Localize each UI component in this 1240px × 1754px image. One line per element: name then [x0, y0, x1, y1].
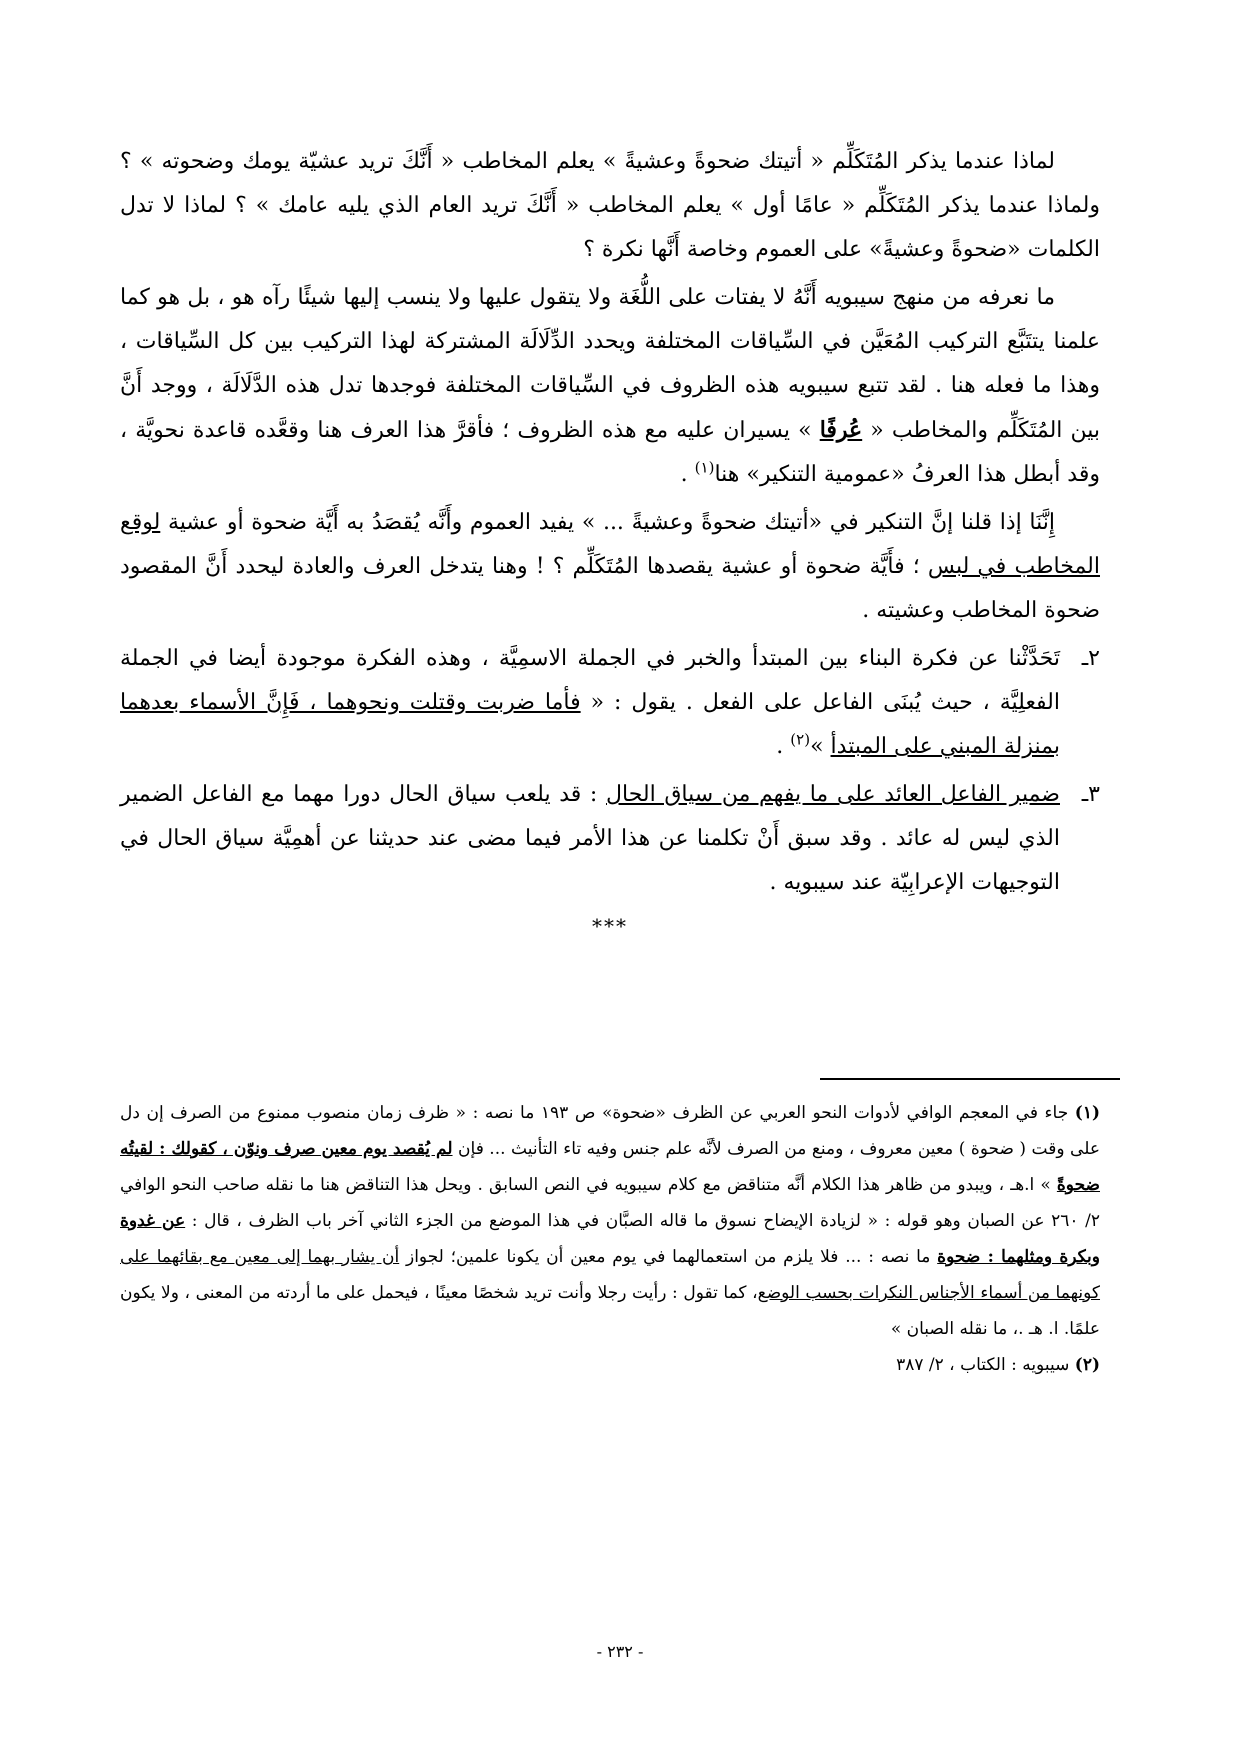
paragraph-1-text: لماذا عندما يذكر المُتَكَلِّم « أتيتك ضحوةً وعشيةً » يعلم المخاطب « أَنَّكَ تريد عشيّة يومك وضحوته » ؟ ولماذا عندما يذكر المُتَكَلِّم « عامًا أول » يعلم المخاطب « أَنَّكَ تريد العام الذي يليه عامك » ؟ لماذا لا تدل الكلمات «ضحوةً وعشيةً» على العموم وخاصة أَنَّها نكرة ؟ — [120, 149, 1100, 262]
list-item-3-body: : قد يلعب سياق الحال دورا مهما مع الفاعل الضمير الذي ليس له عائد . وقد سبق أَنْ تكلمنا عن هذا الأمر فيما مضى عند حديثنا عن أهمِيَّة سياق الحال في التوجيهات الإعرابِيّة عند سيبويه . — [120, 782, 1060, 895]
page-number: - ٢٣٢ - — [596, 1642, 644, 1661]
list-item-2 — [120, 637, 1100, 769]
main-text — [120, 140, 1100, 941]
list-item-2-text-1: تَحَدَّثْنا عن فكرة البناء بين المبتدأ والخبر في الجملة الاسمِيَّة ، وهذه الفكرة موجودة أيضا في الجملة الفعلِيَّة ، حيث يُبنَى الفاعل على الفعل . يقول : « — [120, 646, 1060, 715]
list-item-2-text — [120, 637, 1060, 769]
list-item-2-underlined: فأما ضربت وقتلت ونحوهما ، فَإِنَّ الأسماء بعدهما بمنزلة المبني على المبتدأ — [120, 690, 1060, 759]
paragraph-2-text-2: » يسيران عليه مع هذه الظروف ؛ فأقرَّ هذا العرف هنا وقعَّده قاعدة نحويَّة ، وقد أبطل هذا العرفُ «عمومية التنكير» هنا — [120, 418, 1100, 487]
footnote-2 — [120, 1347, 1100, 1383]
footnote-1-bold-underlined-1: لم يُقصد يوم معين صرف ونوّن ، كقولك : لقيتُه ضحوةً — [120, 1139, 1100, 1195]
footnote-1-text-1: جاء في المعجم الوافي لأدوات النحو العربي عن الظرف «ضحوة» ص ١٩٣ ما نصه : « ظرف زمان منصوب ممنوع من الصرف إن دل على وقت ( ضحوة ) معين معروف ، ومنع من الصرف لأنَّه علم جنس وفيه تاء التأنيث ... فإن — [120, 1103, 1100, 1159]
paragraph-2-text-3: . — [680, 462, 695, 487]
paragraph-1 — [120, 140, 1100, 272]
list-item-3-number: ٣ـ — [1081, 782, 1100, 807]
paragraph-2-underlined: عُرفًا — [819, 417, 863, 443]
section-separator: *** — [592, 914, 628, 938]
list-item-2-text-2: » — [810, 734, 831, 759]
footnote-1-text-2: » ا.هـ ، ويبدو من ظاهر هذا الكلام أنَّه متناقض مع كلام سيبويه في النص السابق . ويحل هذا التناقض هنا ما نقله صاحب النحو الوافي ٢/ ٢٦٠ عن الصبان وهو قوله : « لزيادة الإيضاح نسوق ما قاله الصبَّان في هذا الموضع من الجزء الثاني آخر باب الظرف ، قال : — [120, 1175, 1100, 1231]
paragraph-3 — [120, 501, 1100, 633]
paragraph-3-underlined: لوقع المخاطب في لبس — [120, 510, 1100, 579]
footnote-1-underlined: أن يشار بهما إلى معين مع بقائهما على كونهما من أسماء الأجناس النكرات بحسب الوضع — [120, 1247, 1101, 1303]
footnote-1-text-4: ، كما تقول : رأيت رجلا وأنت تريد شخصًا معينًا ، فيحمل على ما أردته من المعنى ، ولا يكون علمًا. ا. هـ .، ما نقله الصبان » — [120, 1283, 1100, 1339]
list-item-3-text — [120, 773, 1060, 905]
footnote-1-text-3: ما نصه : ... فلا يلزم من استعمالهما في يوم معين أن يكونا علمين؛ لجواز — [399, 1247, 938, 1267]
footnote-1 — [120, 1095, 1100, 1347]
paragraph-2 — [120, 276, 1100, 497]
list-item-2-number: ٢ـ — [1081, 646, 1100, 671]
footnote-1-number: (١) — [1074, 1103, 1101, 1123]
list-item-2-text-3: . — [776, 734, 791, 759]
footnote-ref-2: (٢) — [790, 730, 811, 749]
paragraph-2-text-1: ما نعرفه من منهج سيبويه أَنَّهُ لا يفتات على اللُّغَة ولا يتقول عليها ولا ينسب إليها شيئًا رآه هو ، بل هو كما علمنا يتتَبَّع التركيب المُعَيَّن في السِّياقات المختلفة ويحدد الدِّلَالَة المشتركة لهذا التركيب بين كل السِّياقات ، وهذا ما فعله هنا . لقد تتبع سيبويه هذه الظروف في السِّياقات المختلفة فوجدها تدل هذه الدَّلَالَة ، ووجد أَنَّ بين المُتَكَلِّم والمخاطب « — [120, 285, 1100, 443]
list-item-3 — [120, 773, 1100, 905]
list-item-3-underlined: ضمير الفاعل العائد على ما يفهم من سياق الحال — [606, 782, 1060, 807]
paragraph-3-text-2: ؛ فأَيَّة ضحوة أو عشية يقصدها المُتَكَلِّم ؟ ! وهنا يتدخل العرف والعادة ليحدد أَنَّ المقصود ضحوة المخاطب وعشيته . — [120, 554, 1100, 623]
footnote-2-text: سيبويه : الكتاب ، ٢/ ٣٨٧ — [896, 1355, 1075, 1375]
footnote-2-number: (٢) — [1074, 1355, 1100, 1375]
footnote-1-bold-underlined-2: عن غدوة وبكرة ومثلهما : ضحوة — [120, 1211, 1100, 1267]
footnotes — [120, 1095, 1100, 1383]
paragraph-3-text-1: إِنَّنَا إذا قلنا إنَّ التنكير في «أتيتك ضحوةً وعشيةً ... » يفيد العموم وأَنَّه يُقصَدُ به أَيَّة ضحوة أو عشية — [160, 510, 1055, 535]
footnote-divider — [820, 1078, 1120, 1080]
footnote-ref-1: (١) — [694, 458, 715, 477]
